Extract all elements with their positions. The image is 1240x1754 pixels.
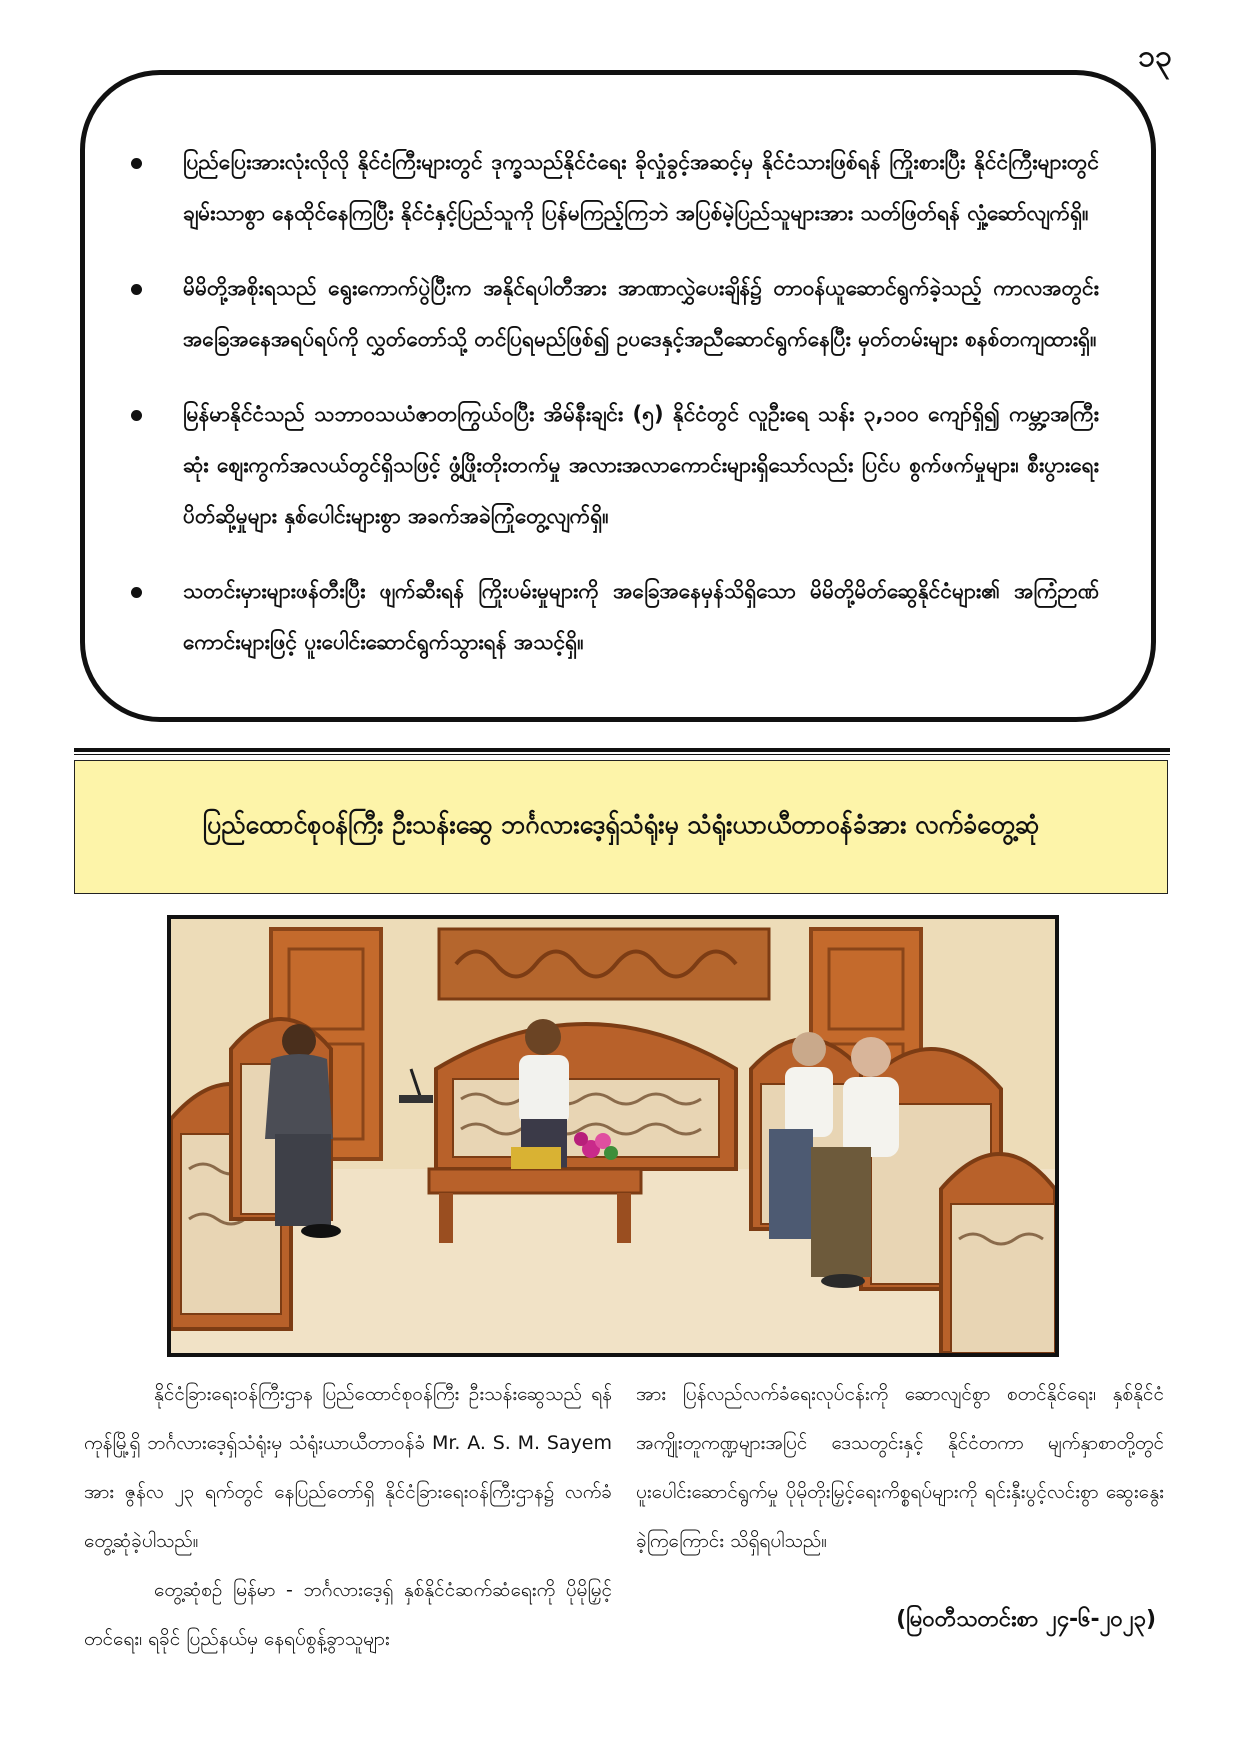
article-column-left xyxy=(84,1370,612,1664)
bullet-item xyxy=(131,137,1099,239)
bullet-dot-icon xyxy=(131,284,142,295)
meeting-photo xyxy=(167,915,1059,1357)
article-source: (မြဝတီသတင်းစာ ၂၄-၆-၂၀၂၃) xyxy=(896,1607,1156,1632)
article-paragraph: နိုင်ငံခြားရေးဝန်ကြီးဌာန ပြည်ထောင်စုဝန်ကြီး ဦးသန်းဆွေသည် ရန်ကုန်မြို့ရှိ ဘင်္ဂလားဒေ့ရှ်သံရုံးမှ သံရုံးယာယီတာဝန်ခံ Mr. A. S. M. Sayem အား ဇွန်လ ၂၃ ရက်တွင် နေပြည်တော်ရှိ နိုင်ငံခြားရေးဝန်ကြီးဌာန၌ လက်ခံတွေ့ဆုံခဲ့ပါသည်။ xyxy=(84,1383,612,1552)
bullet-item xyxy=(131,566,1099,668)
bullet-text: သတင်းမှားများဖန်တီးပြီး ဖျက်ဆီးရန် ကြိုးပမ်းမှုများကို အခြေအနေမှန်သိရှိသော မိမိတို့မိတ်ဆွေနိုင်ငံများ၏ အကြံဉာဏ်ကောင်းများဖြင့် ပူးပေါင်းဆောင်ရွက်သွားရန် အသင့်ရှိ။ xyxy=(183,579,1099,654)
page-number: ၁၃ xyxy=(1138,39,1172,74)
bullet-item xyxy=(131,389,1099,542)
bullet-item xyxy=(131,263,1099,365)
meeting-photo-illustration xyxy=(171,919,1055,1353)
article-headline: ပြည်ထောင်စုဝန်ကြီး ဦးသန်းဆွေ ဘင်္ဂလားဒေ့ရှ်သံရုံးမှ သံရုံးယာယီတာဝန်ခံအား လက်ခံတွေ့ဆုံ xyxy=(202,809,1040,839)
summary-bullet-box xyxy=(80,70,1156,722)
bullet-text: မိမိတို့အစိုးရသည် ရွေးကောက်ပွဲပြီးက အနိုင်ရပါတီအား အာဏာလွှဲပေးချိန်၌ တာဝန်ယူဆောင်ရွက်ခဲ့သည့် ကာလအတွင်း အခြေအနေအရပ်ရပ်ကို လွှတ်တော်သို့ တင်ပြရမည်ဖြစ်၍ ဥပဒေနှင့်အညီဆောင်ရွက်နေပြီး မှတ်တမ်းများ စနစ်တကျထားရှိ။ xyxy=(183,276,1099,351)
bullet-dot-icon xyxy=(131,587,142,598)
section-divider xyxy=(74,748,1170,755)
article-column-right xyxy=(636,1370,1164,1566)
bullet-dot-icon xyxy=(131,410,142,421)
bullet-text: ပြည်ပြေးအားလုံးလိုလို နိုင်ငံကြီးများတွင် ဒုက္ခသည်နိုင်ငံရေး ခိုလှုံခွင့်အဆင့်မှ နိုင်ငံသားဖြစ်ရန် ကြိုးစားပြီး နိုင်ငံကြီးများတွင် ချမ်းသာစွာ နေထိုင်နေကြပြီး နိုင်ငံနှင့်ပြည်သူကို ပြန်မကြည့်ကြဘဲ အပြစ်မဲ့ပြည်သူများအား သတ်ဖြတ်ရန် လှုံ့ဆော်လျက်ရှိ။ xyxy=(183,150,1099,225)
bullet-dot-icon xyxy=(131,158,142,169)
article-paragraph: တွေ့ဆုံစဉ် မြန်မာ - ဘင်္ဂလားဒေ့ရှ် နှစ်နိုင်ငံဆက်ဆံရေးကို ပိုမိုမြှင့်တင်ရေး၊ ရခိုင် ပြည်နယ်မှ နေရပ်စွန့်ခွာသူများ xyxy=(84,1579,612,1650)
bullet-text: မြန်မာနိုင်ငံသည် သဘာဝသယံဇာတကြွယ်ဝပြီး အိမ်နီးချင်း (၅) နိုင်ငံတွင် လူဦးရေ သန်း ၃,၁၀၀ ကျော်ရှိ၍ ကမ္ဘာ့အကြီးဆုံး ဈေးကွက်အလယ်တွင်ရှိသဖြင့် ဖွံ့ဖြိုးတိုးတက်မှု အလားအလာကောင်းများရှိသော်လည်း ပြင်ပ စွက်ဖက်မှုများ၊ စီးပွားရေး ပိတ်ဆို့မှုများ နှစ်ပေါင်းများစွာ အခက်အခဲကြုံတွေ့လျက်ရှိ။ xyxy=(183,402,1099,528)
headline-box xyxy=(74,760,1168,894)
article-paragraph: အား ပြန်လည်လက်ခံရေးလုပ်ငန်းကို ဆောလျင်စွာ စတင်နိုင်ရေး၊ နှစ်နိုင်ငံအကျိုးတူကဏ္ဍများအပြင် ဒေသတွင်းနှင့် နိုင်ငံတကာ မျက်နှာစာတို့တွင် ပူးပေါင်းဆောင်ရွက်မှု ပိုမိုတိုးမြှင့်ရေးကိစ္စရပ်များကို ရင်းနှီးပွင့်လင်းစွာ ဆွေးနွေးခဲ့ကြကြောင်း သိရှိရပါသည်။ xyxy=(636,1383,1164,1552)
